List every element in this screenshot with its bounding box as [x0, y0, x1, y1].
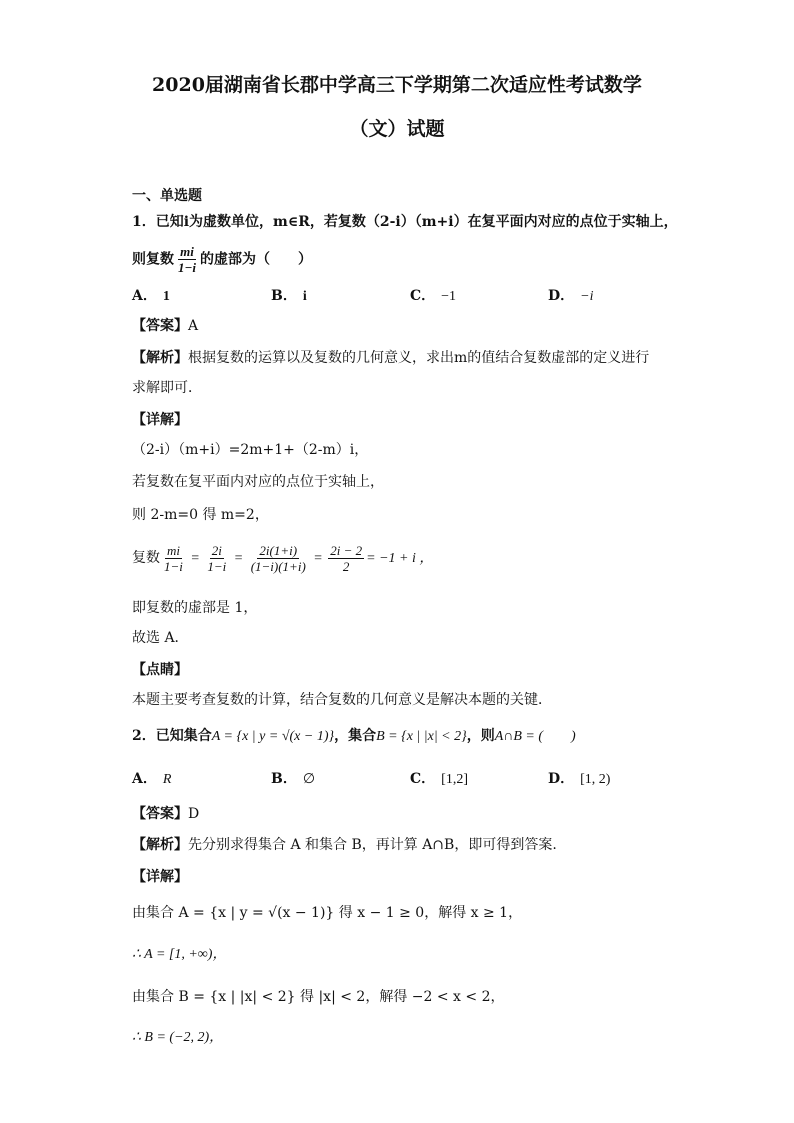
q2-stem	[132, 726, 576, 747]
analysis-tag: 【解析】	[132, 837, 188, 853]
eq-frac-2-num: 2i	[211, 542, 222, 558]
q1-detail-line6: 故选 A．	[132, 630, 189, 646]
answer-tag: 【答案】	[132, 318, 188, 334]
option-label: C．	[410, 288, 436, 304]
q2-detail-line4: ∴ B = (−2, 2)，	[132, 1030, 224, 1045]
q1-detail-tag: 【详解】	[132, 412, 188, 428]
option-label: A．	[132, 771, 157, 787]
answer-tag: 【答案】	[132, 806, 188, 822]
eq-frac-4-den: 2	[342, 558, 350, 574]
option-label: D．	[548, 771, 575, 787]
q1-comment-tag: 【点睛】	[132, 662, 188, 678]
q2-analysis	[132, 835, 557, 855]
q1-detail-line3: 则 2-m=0 得 m=2，	[132, 507, 269, 523]
q1-stem-line1: 1．已知i为虚数单位，m∈R，若复数（2-i）（m+i）在复平面内对应的点位于实轴上，	[132, 214, 678, 230]
q1-analysis-line2: 求解即可．	[132, 380, 202, 396]
eq-frac-2-den: 1−i	[207, 558, 227, 574]
q2-stem-mid2: ，则	[466, 728, 495, 744]
q1-option-b[interactable]	[271, 285, 307, 305]
analysis-tag: 【解析】	[132, 350, 188, 366]
eq-frac-3	[249, 543, 308, 574]
section-heading: 一、单选题	[132, 188, 202, 204]
q1-option-a[interactable]	[132, 285, 170, 305]
eq-frac-2	[205, 543, 228, 574]
q1-stem-prefix: 则复数	[132, 251, 174, 268]
q2-stem-mid: ，集合	[334, 728, 377, 744]
q1-stem-suffix: 的虚部为（ ）	[200, 251, 312, 268]
eq-frac-1	[162, 543, 185, 574]
q1-detail-line2: 若复数在复平面内对应的点位于实轴上，	[132, 474, 384, 490]
q1-analysis-line1	[132, 348, 649, 368]
q2-question: A∩B = ( )	[494, 729, 576, 744]
option-value: [1,2]	[441, 772, 468, 787]
q1-fraction	[176, 244, 198, 275]
q2-option-b[interactable]	[271, 768, 315, 788]
q2-detail-line3: 由集合 B = {x | |x| < 2} 得 |x| < 2，解得 −2 < x < 2，	[132, 989, 505, 1005]
q1-detail-line5: 即复数的虚部是 1，	[132, 600, 258, 616]
q1-option-d[interactable]	[548, 285, 593, 305]
q1-frac-den: 1−i	[178, 260, 196, 275]
option-label: C．	[410, 771, 436, 787]
q2-set-b: B = {x | |x| < 2}	[376, 729, 467, 744]
q2-detail-line2: ∴ A = [1, +∞)，	[132, 947, 227, 962]
q2-option-d[interactable]	[548, 768, 610, 788]
answer-value: A	[188, 318, 199, 334]
q1-detail-equation	[132, 538, 433, 579]
eq-frac-3-den: (1−i)(1+i)	[250, 558, 306, 574]
option-value: [1, 2)	[580, 772, 611, 787]
option-label: A．	[132, 288, 157, 304]
eq-frac-4-num: 2i − 2	[330, 542, 363, 558]
equation-tail: = −1 + i ，	[366, 551, 434, 566]
option-value: ∅	[302, 772, 316, 787]
equals-sign: =	[186, 551, 204, 566]
option-value: 1	[162, 289, 170, 304]
eq-frac-4	[328, 543, 364, 574]
equals-sign: =	[230, 551, 247, 566]
option-label: B．	[271, 288, 297, 304]
q2-answer	[132, 804, 199, 824]
eq-frac-1-num: mi	[166, 542, 180, 558]
document-title-line1: 2020届湖南省长郡中学高三下学期第二次适应性考试数学	[152, 74, 642, 96]
q1-detail-line1: （2-i）（m+i）=2m+1+（2-m）i，	[132, 442, 369, 458]
q2-option-a[interactable]	[132, 768, 171, 788]
q1-answer	[132, 316, 198, 336]
eq-frac-1-den: 1−i	[164, 558, 183, 574]
q2-detail-line1: 由集合 A = {x | y = √(x − 1)} 得 x − 1 ≥ 0，解得 x ≥ 1，	[132, 905, 523, 921]
q1-comment: 本题主要考查复数的计算，结合复数的几何意义是解决本题的关键．	[132, 692, 552, 708]
q1-stem-line2	[132, 244, 312, 275]
equation-prefix: 复数	[132, 550, 160, 566]
option-value: −1	[441, 289, 457, 304]
answer-value: D	[188, 806, 200, 822]
q1-option-c[interactable]	[410, 285, 456, 305]
eq-frac-3-num: 2i(1+i)	[259, 542, 298, 558]
option-value: R	[162, 772, 172, 787]
q2-option-c[interactable]	[410, 768, 468, 788]
q2-detail-tag: 【详解】	[132, 869, 188, 885]
document-title-line2: （文）试题	[349, 118, 445, 140]
equals-sign: =	[309, 551, 327, 566]
option-value: i	[302, 289, 307, 304]
q1-frac-num: mi	[180, 244, 194, 259]
q2-stem-prefix: 2．已知集合	[132, 728, 212, 744]
option-label: B．	[271, 771, 297, 787]
q2-set-a: A = {x | y = √(x − 1)}	[211, 729, 335, 744]
option-value: −i	[580, 289, 594, 304]
option-label: D．	[548, 288, 575, 304]
analysis-text: 根据复数的运算以及复数的几何意义，求出m的值结合复数虚部的定义进行	[188, 350, 650, 366]
analysis-text: 先分别求得集合 A 和集合 B，再计算 A∩B，即可得到答案.	[188, 837, 557, 853]
